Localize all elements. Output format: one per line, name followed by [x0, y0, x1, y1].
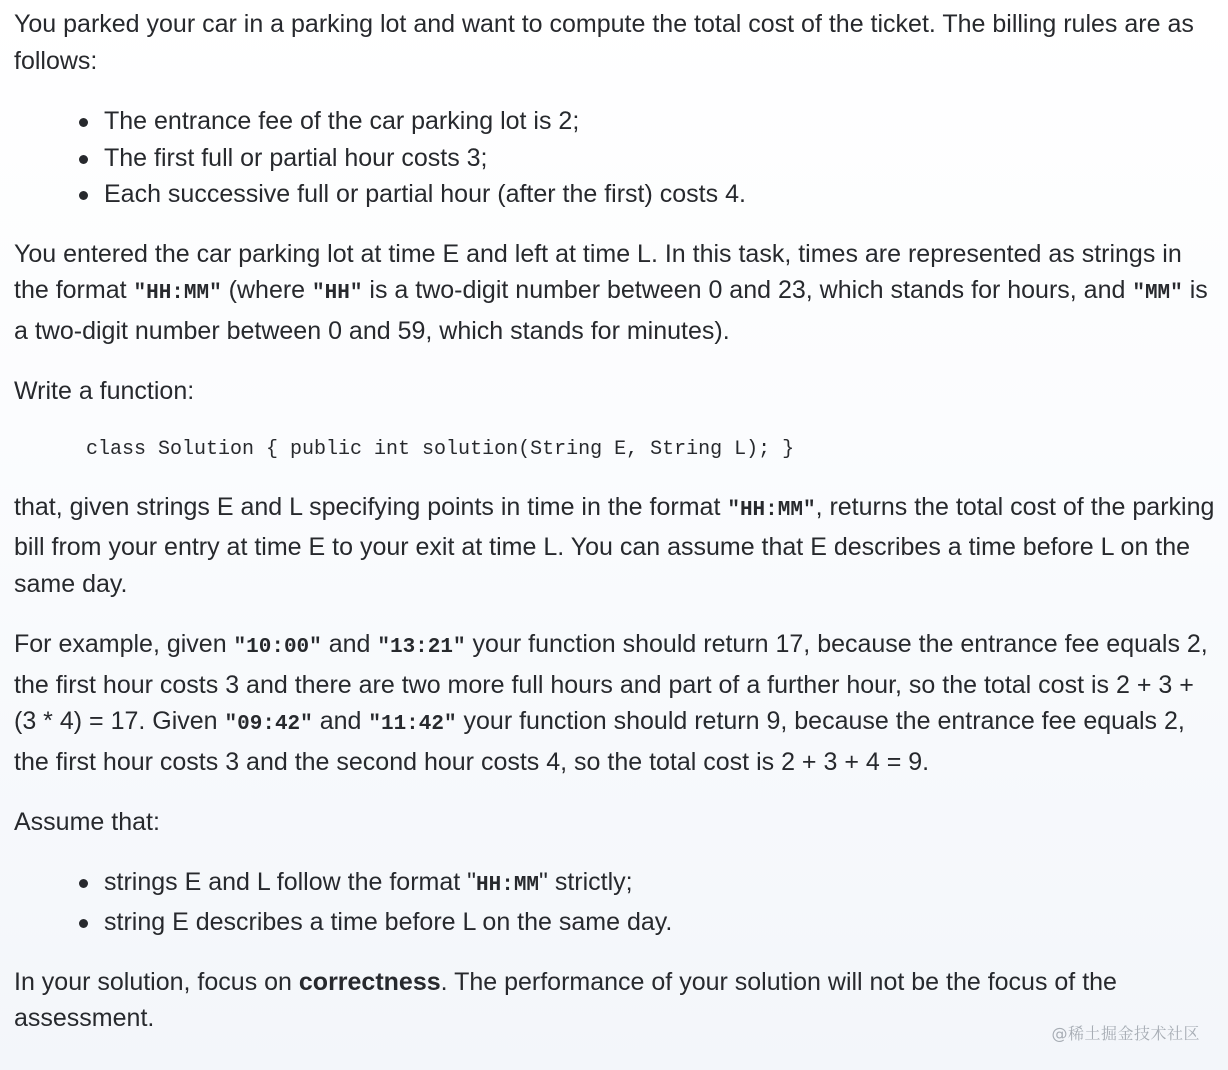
- function-description-paragraph: [14, 489, 1219, 603]
- billing-rule-item: Each successive full or partial hour (after the first) costs 4.: [104, 176, 1219, 213]
- time-format-paragraph: [14, 236, 1219, 350]
- inline-code: "MM": [1132, 282, 1183, 305]
- text-segment: that, given strings E and L specifying points in time in the format: [14, 492, 728, 521]
- billing-rule-item: The first full or partial hour costs 3;: [104, 140, 1219, 177]
- closing-paragraph: [14, 964, 1219, 1037]
- text-segment: your function should return 17, because the entrance fee equals 2, the first hour costs 3 and there are two more full hours and part of a further hour, so the total cost is 2 + 3 + (3 * 4) = 17. Given: [14, 630, 1208, 735]
- text-segment: strings E and L follow the format ": [104, 867, 477, 896]
- text-segment: and: [321, 630, 378, 658]
- inline-code: HH:MM: [476, 873, 540, 897]
- inline-code: "HH:MM": [727, 498, 816, 522]
- problem-statement: [14, 6, 1219, 1037]
- text-segment: your function should return 9, because the entrance fee equals 2, the first hour costs 3 and the second hour costs 4, so the total cost is 2 + 3 + 4 = 9.: [14, 707, 1185, 776]
- text-segment: For example, given: [14, 630, 234, 658]
- billing-rule-item: The entrance fee of the car parking lot is 2;: [104, 103, 1219, 140]
- inline-code: "HH": [312, 282, 363, 305]
- assume-heading: Assume that:: [14, 808, 160, 836]
- text-segment: (where: [221, 276, 313, 304]
- inline-code: "10:00": [233, 636, 322, 659]
- billing-rules-list: [14, 103, 1219, 213]
- site-watermark: @稀土掘金技术社区: [1051, 1024, 1200, 1043]
- text-segment: " strictly;: [539, 867, 633, 896]
- emphasis-text: correctness: [298, 967, 441, 996]
- text-segment: is a two-digit number between 0 and 23, which stands for hours, and: [362, 276, 1133, 304]
- inline-code: "13:21": [377, 636, 466, 659]
- write-function-paragraph: Write a function:: [14, 377, 195, 405]
- text-segment: . The performance of your solution will not be the focus of the assessment.: [14, 967, 1117, 1032]
- text-segment: and: [312, 707, 369, 735]
- assumption-item: [104, 864, 1219, 905]
- text-segment: You entered the car parking lot at time E and left at time L. In this task, times are represented as strings in the format: [14, 239, 1182, 304]
- text-segment: is a two-digit number between 0 and 59, which stands for minutes).: [14, 276, 1208, 345]
- intro-paragraph: You parked your car in a parking lot and want to compute the total cost of the ticket. The billing rules are as follows:: [14, 10, 1194, 75]
- inline-code: "11:42": [368, 713, 457, 736]
- text-segment: string E describes a time before L on the same day.: [104, 908, 673, 936]
- text-segment: In your solution, focus on: [14, 967, 299, 996]
- function-signature-code: class Solution { public int solution(String E, String L); }: [86, 437, 795, 461]
- text-segment: , returns the total cost of the parking bill from your entry at time E to your exit at time L. You can assume that E describes a time before L on the same day.: [14, 492, 1215, 598]
- example-paragraph: [14, 626, 1219, 780]
- assumption-item: [104, 904, 1219, 941]
- inline-code: "09:42": [224, 713, 313, 736]
- assumptions-list: [14, 864, 1219, 941]
- inline-code: "HH:MM": [133, 282, 222, 305]
